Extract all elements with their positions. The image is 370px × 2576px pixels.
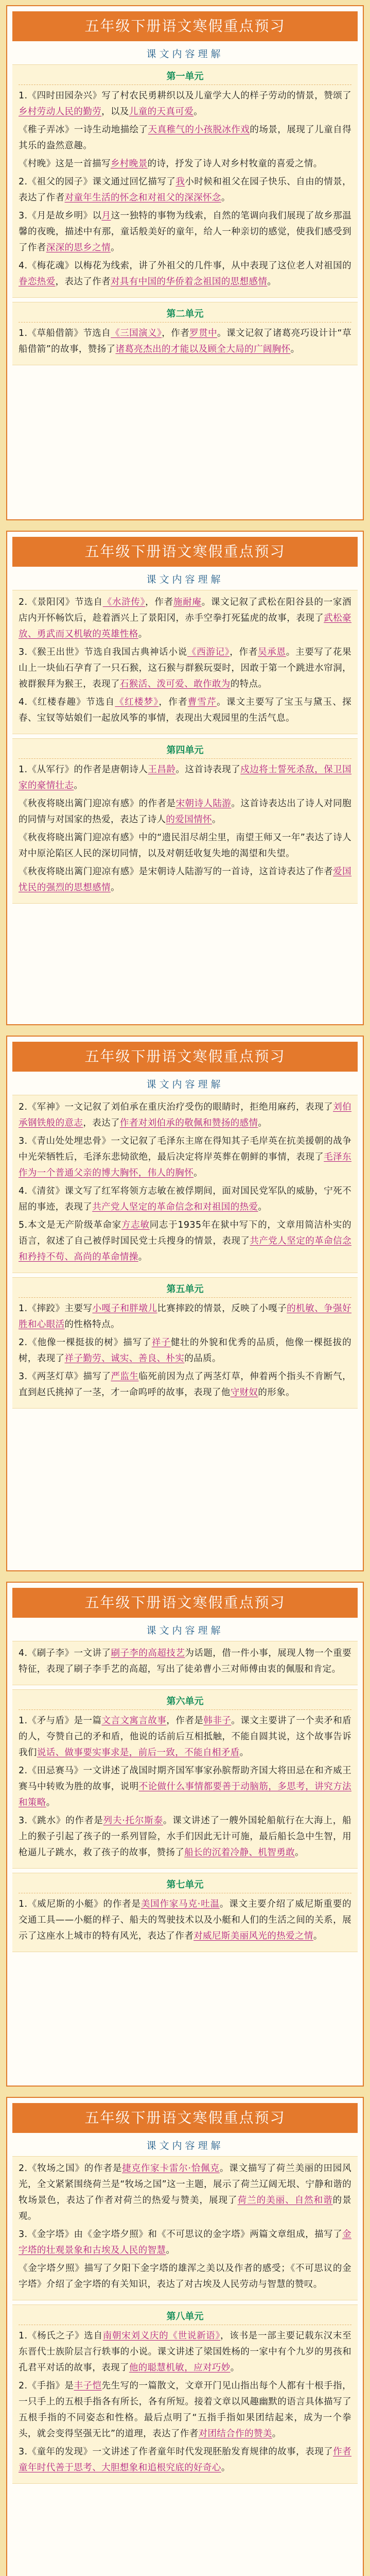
card-subtitle: 课文内容理解 — [146, 1079, 224, 1090]
paragraph-text: 《秋夜将晓出篱门迎凉有感》中的“遗民泪尽胡尘里，南望王师又一年”表达了诗人对中原沦陷区人民的深切同情，以及对朝廷收复失地的渴望和失望。 — [19, 833, 351, 859]
highlighted-text: 他的聪慧机敏，应对巧妙 — [129, 2363, 231, 2373]
card-subtitle: 课文内容理解 — [146, 2140, 224, 2151]
paragraph-text: 。 — [230, 2363, 240, 2373]
highlighted-text: 罗贯中 — [189, 328, 218, 338]
paragraph-text: 的品质。 — [184, 1353, 221, 1364]
content-paragraph — [19, 1217, 351, 1265]
highlighted-text: 刷子李的高超技艺 — [111, 1648, 185, 1658]
highlighted-text: 的机敏、争强好胜和心眼活 — [19, 1303, 351, 1330]
study-card — [6, 5, 364, 520]
unit-section — [12, 64, 358, 298]
unit-section — [12, 1873, 358, 1952]
paragraph-text: 2.《手指》是 — [19, 2381, 74, 2391]
paragraph-text: 小时候和祖父在园子快乐、自由的情景，表达了作者 — [19, 177, 352, 203]
content-paragraph — [19, 762, 351, 794]
content-paragraph — [19, 326, 351, 358]
paragraph-text: 健壮的外貌和优秀的品质，他像一棵挺拔的树，表现了 — [19, 1337, 351, 1364]
paragraph-text: 。 — [313, 1931, 323, 1941]
paragraph-text: 的景观。 — [19, 2195, 351, 2222]
paragraph-text: 。课文主要写了宝玉与黛玉、探春、宝钗等姑娘们一起放风筝的事情，表现出大观园里的生活气息。 — [19, 697, 352, 723]
paragraph-text: 1.《从军行》的作者是唐朝诗人 — [19, 765, 148, 775]
paragraph-text: 的特点。 — [230, 679, 268, 689]
highlighted-text: 文言文寓言故事 — [101, 1716, 167, 1726]
content-paragraph — [19, 1713, 351, 1761]
paragraph-text: 。 — [193, 107, 203, 117]
paragraph-text: 。课文描写了荷兰美丽的田园风光，全文紧紧围绕荷兰是“牧场之国”这一主题，展示了荷兰辽阔无垠、宁静和谐的牧场景色，表达了作者对荷兰的热爱与赞美，展现了 — [19, 2163, 351, 2206]
unit-paragraphs — [19, 1099, 351, 1265]
paragraph-text: 2.《牧场之国》的作者是 — [19, 2163, 122, 2174]
content-paragraph — [19, 1099, 351, 1131]
paragraph-text: 3.《跳水》的作者是 — [19, 1816, 103, 1826]
study-card — [6, 1036, 364, 1571]
highlighted-text: 方志敏 — [121, 1220, 150, 1230]
content-paragraph — [19, 2328, 351, 2376]
paragraph-text: 《金字塔夕照》描写了夕阳下金字塔的雄浑之美以及作者的感受；《不可思议的金字塔》介绍了金字塔的有关知识，表达了对古埃及人民劳动与智慧的赞叹。 — [19, 2263, 351, 2290]
paragraph-text: 2.《景阳冈》节选自 — [19, 597, 103, 607]
content-paragraph — [19, 1369, 351, 1401]
highlighted-text: 吴承恩 — [258, 647, 286, 657]
paragraph-text: 为话题，借一件小事，展现人物一个重要特征，表现了刷子李手艺的高超，写出了徒弟曹小三对师傅由衷的佩服和肯定。 — [19, 1648, 351, 1674]
unit-section — [12, 2156, 358, 2300]
content-paragraph — [19, 1646, 351, 1677]
card-subtitle: 课文内容理解 — [146, 574, 224, 585]
highlighted-text: 乡村劳动人民的勤劳 — [19, 107, 102, 117]
content-paragraph — [19, 1133, 351, 1181]
unit-title: 第六单元 — [19, 1694, 351, 1710]
paragraph-text: 。 — [267, 277, 277, 287]
paragraph-text: 3.《月是故乡明》以 — [19, 211, 102, 221]
paragraph-text: ，表达了作者 — [55, 277, 111, 287]
content-paragraph — [19, 1301, 351, 1333]
highlighted-text: 列夫·托尔斯泰 — [103, 1816, 163, 1826]
paragraph-text: ，表达了 — [83, 1118, 120, 1128]
content-paragraph — [19, 645, 351, 692]
highlighted-text: 韩非子 — [203, 1716, 232, 1726]
card-subtitle: 课文内容理解 — [146, 48, 224, 60]
paragraph-text: 2.《军神》一文记叙了刘伯承在重庆治疗受伤的眼睛时，拒绝用麻药，表现了 — [19, 1102, 333, 1112]
paragraph-text: 。这首诗表达出了诗人对同胞的同情与对国家的热爱，表达了诗人 — [19, 799, 351, 825]
highlighted-text: 戍边将士誓死杀敌，保卫国家的豪情壮志 — [19, 765, 351, 791]
paragraph-text: ，作者 — [158, 697, 188, 707]
paragraph-text: 3.《猴王出世》节选自我国古典神话小说 — [19, 647, 187, 657]
paragraph-text: 。 — [258, 1202, 268, 1212]
unit-paragraphs — [19, 326, 351, 358]
paragraph-text: 。课文主要介绍了威尼斯重要的交通工具——小艇的样子、船夫的驾驶技术以及小艇和人们的生活之间的关系，展示了这座水上城市的特有风光，表达了作者 — [19, 1899, 351, 1941]
paragraph-text: 4.《梅花魂》以梅花为线索，讲了外祖父的几件事，从中表现了这位老人对祖国的 — [19, 261, 351, 271]
unit-title: 第五单元 — [19, 1282, 351, 1298]
paragraph-text: 。 — [221, 2463, 231, 2473]
content-paragraph — [19, 694, 351, 726]
content-paragraph — [19, 830, 351, 862]
paragraph-text: 。 — [212, 815, 221, 825]
unit-title: 第八单元 — [19, 2309, 351, 2325]
content-paragraph — [19, 1813, 351, 1861]
unit-section — [12, 590, 358, 734]
highlighted-text: 对童年生活的怀念和对祖父的深深怀念 — [64, 193, 221, 203]
paragraph-text: 3.《青山处处埋忠骨》一文记叙了毛泽东主席在得知其子毛岸英在抗美援朝的战争中光荣牺牲后，毛泽东悲恸欲绝，最后决定将岸英葬在朝鲜的事情，表现了 — [19, 1136, 351, 1162]
study-card — [6, 531, 364, 1025]
content-paragraph — [19, 122, 351, 154]
highlighted-text: 美国作家马克·吐温 — [140, 1899, 220, 1909]
paragraph-text: 这一独特的事物为线索，自然的笔调向我们展现了故乡那温馨的夜晚，描述中有那，童话般美好的童年，给人一种亲切的感觉，使我们感受到了作者 — [19, 211, 351, 253]
paragraph-text: 。 — [221, 193, 231, 203]
highlighted-text: 刘伯承钢铁般的意志 — [19, 1102, 351, 1128]
unit-section — [12, 2304, 358, 2484]
highlighted-text: 船长的沉着冷静、机智勇敢 — [184, 1848, 295, 1858]
paragraph-text: 3.《两茎灯草》描写了 — [19, 1371, 111, 1382]
paragraph-text: 。 — [258, 1118, 268, 1128]
card-header: 五年级下册语文寒假重点预习 — [12, 11, 358, 41]
highlighted-text: 《红楼梦》 — [115, 697, 159, 707]
paragraph-text: ，作者 — [162, 328, 190, 338]
paragraph-text: 4.《刷子李》一文讲了 — [19, 1648, 111, 1658]
highlighted-text: 共产党人坚定的革命信念和矜持不苟、高尚的革命情操 — [19, 1236, 351, 1262]
content-paragraph — [19, 258, 351, 290]
unit-paragraphs — [19, 1896, 351, 1944]
highlighted-text: 儿童的天真可爱 — [129, 107, 194, 117]
highlighted-text: 共产党人坚定的革命信念和对祖国的热爱 — [92, 1202, 258, 1212]
study-card — [6, 1582, 364, 2087]
study-card — [6, 2097, 364, 2576]
paragraph-text: 。 — [272, 2429, 281, 2439]
highlighted-text: 金字塔的壮观景象和古埃及人民的智慧 — [19, 2229, 351, 2256]
highlighted-text: 说话、做事要实事求是，前后一致，不能自相矛盾 — [37, 1748, 240, 1758]
paragraph-text: 1.《摔跤》主要写 — [19, 1303, 93, 1314]
paragraph-text: 。课文主要讲了一个卖矛和盾的人，夸赞自己的矛和盾，他说的话前后互相抵触，不能自圆其说，这个故事告诉我们 — [19, 1716, 352, 1758]
unit-section — [12, 1095, 358, 1273]
unit-paragraphs — [19, 2161, 351, 2293]
paragraph-text: 。这首诗表现了 — [175, 765, 241, 775]
unit-title: 第七单元 — [19, 1877, 351, 1893]
highlighted-text: 天真稚气的小孩脱冰作戏 — [148, 125, 250, 135]
unit-section — [12, 302, 358, 365]
content-paragraph — [19, 864, 351, 896]
paragraph-text: 4.《红楼春趣》节选自 — [19, 697, 115, 707]
paragraph-text: 。 — [239, 1748, 249, 1758]
content-paragraph — [19, 174, 351, 206]
content-paragraph — [19, 2378, 351, 2442]
highlighted-text: 毛泽东作为一个普通父亲的博大胸怀，伟人的胸怀 — [19, 1152, 352, 1178]
paragraph-text: 2.《他像一棵挺拔的树》描写了 — [19, 1337, 152, 1348]
paragraph-text: 5.本文是无产阶级革命家 — [19, 1220, 122, 1230]
unit-paragraphs — [19, 2328, 351, 2476]
highlighted-text: 爱国忧民的强烈的思想感情 — [19, 867, 351, 893]
paragraph-text: 2.《祖父的园子》课文通过回忆描写了 — [19, 177, 176, 187]
highlighted-text: 严监生 — [111, 1371, 139, 1382]
paragraph-text: 。 — [138, 629, 148, 639]
highlighted-text: 守财奴 — [230, 1387, 258, 1398]
paragraph-text: 3.《童年的发现》一文讲述了作者童年时代发现胚胎发育规律的故事，表现了 — [19, 2447, 333, 2457]
paragraph-text: 比赛摔跤的情景，反映了小嘎子 — [157, 1303, 287, 1314]
highlighted-text: 王昌龄 — [148, 765, 176, 775]
paragraph-text: 。 — [111, 243, 120, 253]
highlighted-text: 石猴活、泼可爱、敢作敢为 — [119, 679, 231, 689]
unit-title: 第四单元 — [19, 743, 351, 759]
highlighted-text: 我 — [175, 177, 185, 187]
content-paragraph — [19, 1335, 351, 1367]
unit-section — [12, 1641, 358, 1685]
highlighted-text: 捷克作家卡雷尔·恰佩克 — [122, 2163, 220, 2174]
highlighted-text: 武松豪放、勇武而又机敏的英雄性格 — [19, 613, 352, 639]
unit-title: 第二单元 — [19, 307, 351, 323]
paragraph-text: 。 — [193, 1168, 203, 1178]
highlighted-text: 对团结合作的赞美 — [198, 2429, 272, 2439]
paragraph-text: 。课文记叙了武松在阳谷县的一家酒店内开怀畅饮后，趁着酒兴上了景阳冈，赤手空拳打死猛虎的故事，表现了 — [19, 597, 352, 623]
paragraph-text: 的诗，抒发了诗人对乡村牧童的喜爱之情。 — [147, 159, 323, 169]
unit-paragraphs — [19, 595, 351, 726]
paragraph-text: 4.《清贫》课文写了红军将领方志敏在被俘期间，面对国民党军队的威胁，宁死不屈的事迹，表现了 — [19, 1186, 351, 1212]
highlighted-text: 《三国演义》 — [111, 328, 162, 338]
paragraph-text: 1.《威尼斯的小艇》的作者是 — [19, 1899, 141, 1909]
unit-paragraphs — [19, 762, 351, 896]
highlighted-text: 的爱国情怀 — [166, 815, 212, 825]
unit-paragraphs — [19, 1301, 351, 1401]
paragraph-text: 。主要写了花果山上一块仙石孕育了一只石猴，这石猴与群猴玩耍时，因敢于第一个跳进水帘洞，被群猴拜为猴王，表现了 — [19, 647, 352, 689]
paragraph-text: ，作者 — [230, 647, 258, 657]
content-paragraph — [19, 1896, 351, 1944]
paragraph-text: 临死前因为点了两茎灯草，伸着两个指头不肯断气，直到赵氏挑掉了一茎，才一命呜呼的故事，表现了他 — [19, 1371, 351, 1398]
content-paragraph — [19, 2261, 351, 2293]
unit-section — [12, 1689, 358, 1869]
highlighted-text: 荷兰的美丽、自然和谐 — [237, 2195, 333, 2206]
paragraph-text: 先生写的一篇散文，文章开门见山指出每个人都有十根手指，一只手上的五根手指各有所长，各有所短。接着文章以风趣幽默的语言具体描写了五根手指的不同姿态和性格。最后点明了“五指手指如果团结起来，成为一个拳头，就会变得坚强无比”的道理，表达了作者 — [19, 2381, 351, 2439]
paragraph-text: 。课文讲述了一艘外国轮船航行在大海上，船上的猴子引起了孩子的一系列冒险，水手们因此无计可施，最后船长急中生智，用枪逼儿子跳水，救了孩子的故事，赞扬了 — [19, 1816, 352, 1858]
content-paragraph — [19, 1763, 351, 1811]
paragraph-text: 。 — [295, 1848, 304, 1858]
content-paragraph — [19, 88, 351, 120]
content-paragraph — [19, 2227, 351, 2259]
card-subtitle: 课文内容理解 — [146, 1625, 224, 1636]
unit-title: 第一单元 — [19, 69, 351, 85]
unit-section — [12, 1277, 358, 1409]
paragraph-text: 同志于1935年在狱中写下的，文章用简洁朴实的语言，叙述了自己被俘时国民党士兵搜身的情景，表现了 — [19, 1220, 351, 1246]
highlighted-text: 《水浒传》 — [102, 597, 146, 607]
paragraph-text: 《秋夜将晓出篱门迎凉有感》是宋朝诗人陆游写的一首诗，这首诗表达了作者 — [19, 867, 333, 877]
unit-section — [12, 738, 358, 904]
paragraph-text: 。 — [166, 2245, 175, 2256]
highlighted-text: 不论做什么事情都要善于动脑筋，多思考，讲究方法和策略 — [19, 1782, 352, 1808]
paragraph-text: 。 — [290, 344, 300, 354]
content-paragraph — [19, 2444, 351, 2476]
card-header: 五年级下册语文寒假重点预习 — [12, 2103, 358, 2133]
highlighted-text: 宋朝诗人陆游 — [175, 799, 232, 809]
highlighted-text: 作者童年时代善于思考、大胆想象和追根究底的好奇心 — [19, 2447, 351, 2473]
paragraph-text: 的形象。 — [258, 1387, 295, 1398]
highlighted-text: 作者对刘伯承的敬佩和赞扬的感情 — [119, 1118, 258, 1128]
highlighted-text: 祥子 — [151, 1337, 171, 1348]
highlighted-text: 施耐庵 — [173, 597, 202, 607]
highlighted-text: 丰子恺 — [74, 2381, 102, 2391]
paragraph-text: 3.《金字塔》由《金字塔夕照》和《不可思议的金字塔》两篇文章组成，描写了 — [19, 2229, 343, 2240]
highlighted-text: 小嘎子和胖墩儿 — [92, 1303, 157, 1314]
unit-paragraphs — [19, 1646, 351, 1677]
content-paragraph — [19, 796, 351, 828]
highlighted-text: 诸葛亮杰出的才能以及顾全大局的广阔胸怀 — [115, 344, 291, 354]
content-paragraph — [19, 156, 351, 172]
content-paragraph — [19, 1183, 351, 1215]
unit-paragraphs — [19, 88, 351, 290]
highlighted-text: 乡村晚景 — [111, 159, 148, 169]
paragraph-text: 《秋夜将晓出篱门迎凉有感》的作者是 — [19, 799, 176, 809]
highlighted-text: 祥子勤劳、诚实、善良、朴实 — [64, 1353, 185, 1364]
content-paragraph — [19, 595, 351, 642]
paragraph-text: 《稚子弄冰》一诗生动地描绘了 — [19, 125, 148, 135]
paragraph-text: 2.《田忌赛马》一文讲述了战国时期齐国军事家孙膑帮助齐国大将田忌在和齐威王赛马中转败为胜的故事，说明 — [19, 1766, 351, 1792]
content-paragraph — [19, 2161, 351, 2225]
paragraph-text: 的场景，展现了儿童自得其乐的盎然意趣。 — [19, 125, 351, 151]
paragraph-text: 。 — [46, 1798, 56, 1808]
highlighted-text: 对威尼斯美丽风光的热爱之情 — [193, 1931, 313, 1941]
paragraph-text: ，作者 — [145, 597, 173, 607]
highlighted-text: 曹雪芹 — [187, 697, 217, 707]
highlighted-text: 南朝宋刘义庆的《世说新语》 — [102, 2331, 221, 2341]
paragraph-text: 。 — [111, 883, 120, 893]
paragraph-text: ，作者是 — [166, 1716, 204, 1726]
content-paragraph — [19, 208, 351, 256]
paragraph-text: 。 — [74, 781, 83, 791]
card-header: 五年级下册语文寒假重点预习 — [12, 1588, 358, 1618]
paragraph-text: 《村晚》这是一首描写 — [19, 159, 111, 169]
highlighted-text: 《西游记》 — [187, 647, 230, 657]
highlighted-text: 对具有中国的华侨着念祖国的思想感情 — [111, 277, 268, 287]
highlighted-text: 深深的思乡之情 — [46, 243, 111, 253]
card-header: 五年级下册语文寒假重点预习 — [12, 537, 358, 567]
paragraph-text: 1.《杨氏之子》选自 — [19, 2331, 103, 2341]
paragraph-text: 1.《四时田园杂兴》写了村农民勇耕织以及儿童学大人的样子劳动的情景，赞颂了 — [19, 91, 351, 101]
paragraph-text: 。课文记叙了诸葛亮巧设计计“草船借箭”的故事，赞扬了 — [19, 328, 351, 354]
card-header: 五年级下册语文寒假重点预习 — [12, 1042, 358, 1072]
highlighted-text: 眷恋热爱 — [19, 277, 56, 287]
paragraph-text: 。 — [138, 1252, 148, 1262]
paragraph-text: ，以及 — [101, 107, 129, 117]
paragraph-text: 1.《草船借箭》节选自 — [19, 328, 111, 338]
highlighted-text: 月 — [101, 211, 111, 221]
paragraph-text: ，该书是一部主要记载东汉末至东晋代士族阶层言行轶事的小说。课文讲述了梁国姓杨的一家中有个九岁的男孩和孔君平对话的故事，表现了 — [19, 2331, 351, 2373]
paragraph-text: 1.《矛与盾》是一篇 — [19, 1716, 102, 1726]
unit-paragraphs — [19, 1713, 351, 1861]
paragraph-text: 的性格特点。 — [64, 1319, 120, 1330]
